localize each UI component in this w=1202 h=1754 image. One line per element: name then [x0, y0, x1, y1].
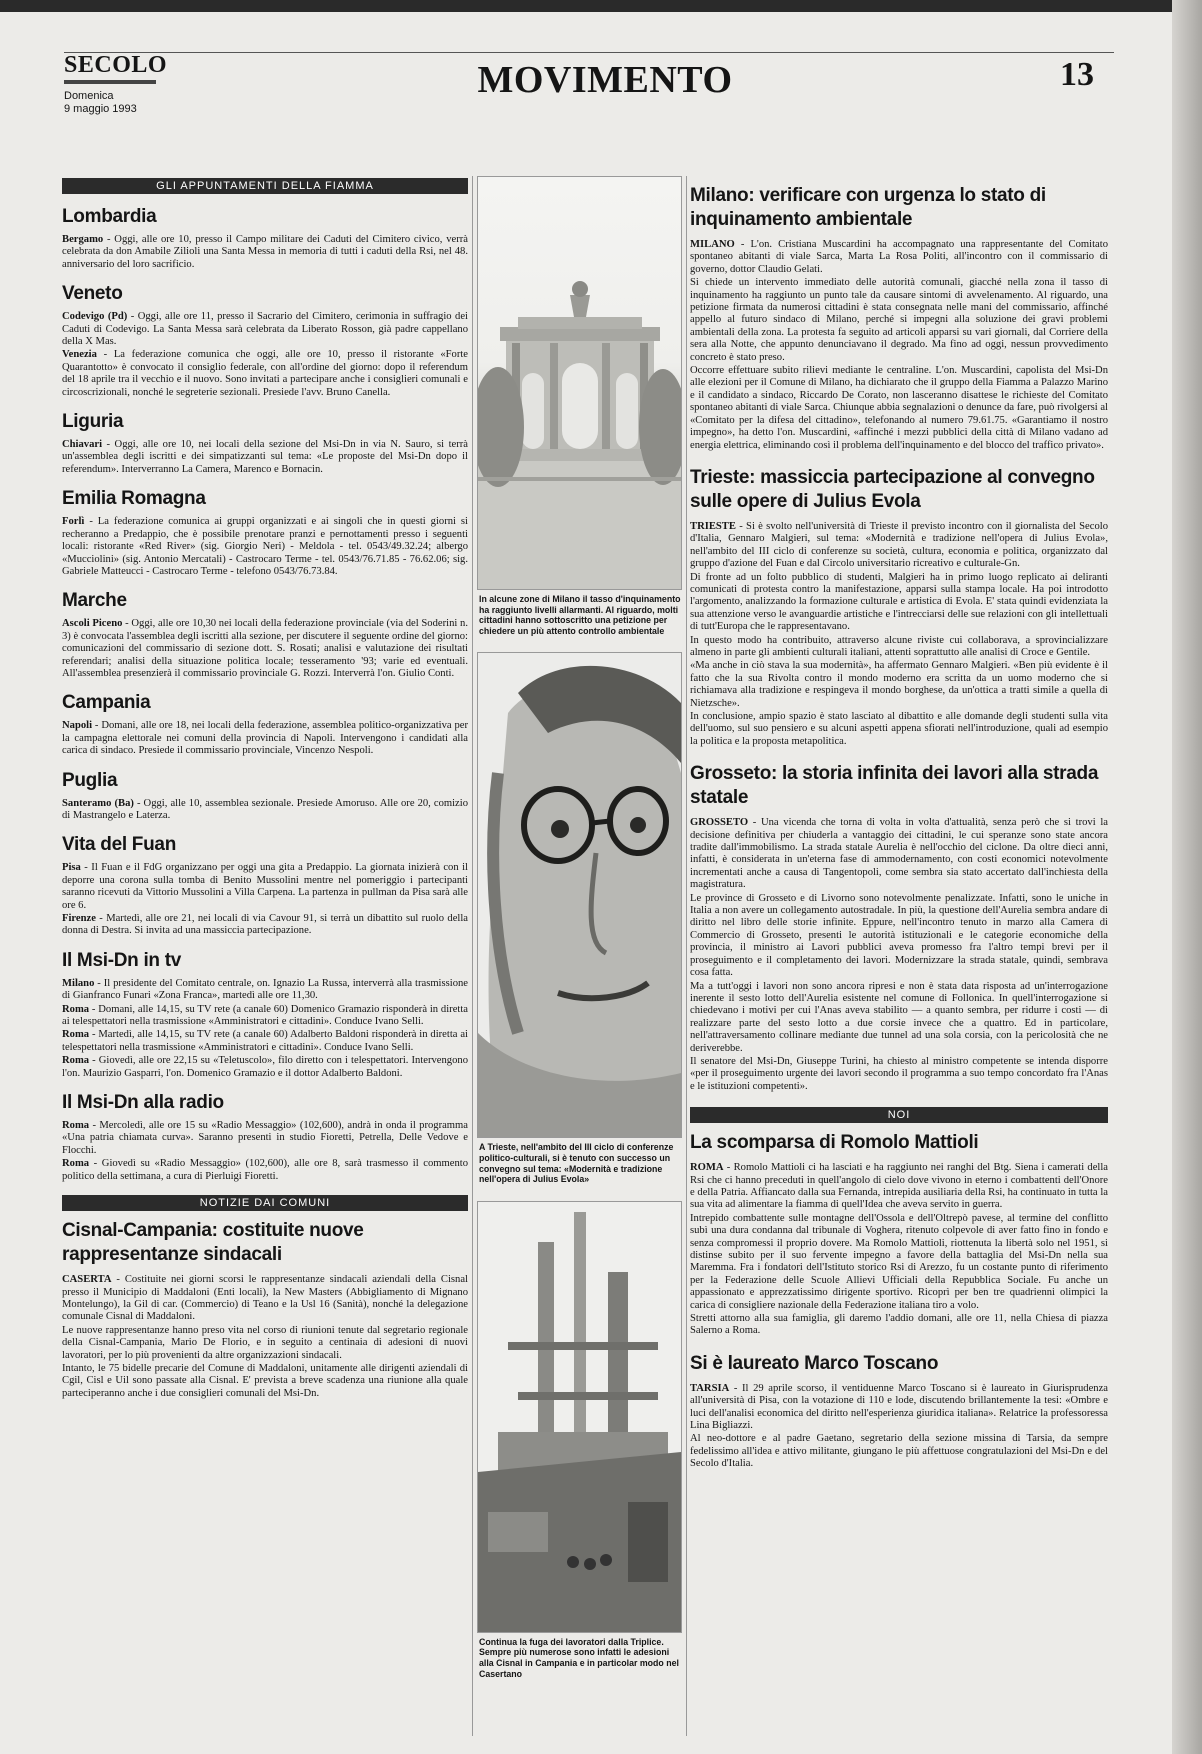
- regions-list: [62, 206, 468, 1183]
- paragraph-lead: TARSIA: [690, 1382, 730, 1394]
- paragraph-text: Occorre effettuare subito rilievi mediante le centraline. L'on. Muscardini, capolista del Msi-Dn alle elezioni per il Comune di Milano, ha dichiarato che il gruppo della Fiamma a Palazzo Marino e il candidato a sindaco, Riccardo De Corato, non lasceranno disattese le richieste del Comitato spontaneo abitanti di viale Sarca. Chiunque abbia segnalazioni o denunce da fare, può rivolgersi al «Comitato per la difesa del cittadino», telefonando al numero 79.61.75. «Garantiamo il nostro impegno», ha detto l'on. Muscardini, «affinché i mezzi pubblici della città di Milano vadano ad energia elettrica, eliminando così il problema dell'inquinamento e del blocco del traffico privato».: [690, 365, 1108, 451]
- appointment-entry: [62, 234, 468, 271]
- paragraph-lead: Roma: [62, 1055, 90, 1067]
- issue-day: Domenica: [64, 90, 114, 102]
- paragraph-lead: Forlì: [62, 516, 85, 528]
- article-paragraph: [690, 1213, 1108, 1312]
- article-paragraph: [690, 660, 1108, 710]
- paragraph-lead: Firenze: [62, 913, 96, 924]
- appointment-entry: [62, 1120, 468, 1157]
- article-paragraph: [690, 521, 1108, 571]
- monument-illustration: [478, 177, 681, 589]
- article-body: [62, 1274, 468, 1400]
- appointment-entry: [62, 1055, 468, 1080]
- paragraph-lead: Milano: [62, 977, 95, 989]
- region-title: Il Msi-Dn in tv: [62, 949, 182, 971]
- region-title: Lombardia: [62, 206, 157, 227]
- article-paragraph: [690, 635, 1108, 660]
- column-articles: [690, 176, 1108, 1736]
- appointment-entry: [62, 1004, 468, 1029]
- region-block: [62, 411, 468, 476]
- appointment-entry: [62, 516, 468, 578]
- photo-caption: In alcune zone di Milano il tasso d'inquinamento ha raggiunto livelli allarmanti. Al riguardo, molti cittadini hanno sottoscritto una petizione per chiedere un più attento controllo ambientale: [479, 594, 681, 636]
- photo-industrial-plant: [477, 1201, 682, 1633]
- article: [690, 184, 1108, 452]
- paragraph-text: - Mercoledì, alle ore 15 su «Radio Messaggio» (102,600), andrà in onda il programma «Una patria chiamata curva». Saranno presenti in studio Fioretti, Petrella, Delle Vedove e Flocchi.: [62, 1120, 468, 1156]
- appointment-entry: [62, 618, 468, 680]
- paragraph-text: - Giovedì su «Radio Messaggio» (102,600), alle ore 8, sarà trasmesso il commento politico della settimana, a cura di Pierluigi Fioretti.: [62, 1158, 468, 1182]
- paragraph-text: - Il Fuan e il FdG organizzano per oggi una gita a Predappio. La giornata inizierà con il deporre una corona sulla tomba di Benito Mussolini mentre nel pomeriggio i partecipanti saranno ricevuti da Vittorio Mussolini a Villa Carpena. La partenza in pullman da Pisa sarà alle ore 6.: [62, 862, 468, 911]
- paragraph-text: - L'on. Cristiana Muscardini ha accompagnato una rappresentante del Comitato spontaneo abitanti di viale Sarca, Marta La Rosa Politi, all'incontro con il commissario di governo, dottor Claudio Gelati.: [690, 239, 1108, 275]
- paragraph-text: Stretti attorno alla sua famiglia, gli daremo l'addio domani, alle ore 11, nella Chiesa di piazza Salerno a Roma.: [690, 1313, 1108, 1337]
- paragraph-lead: Chiavari: [62, 439, 103, 451]
- page-edge-shadow: [1172, 0, 1202, 1754]
- article-paragraph: [690, 711, 1108, 748]
- region-block: [62, 488, 468, 578]
- paragraph-lead: GROSSETO: [690, 817, 749, 829]
- region-title: Emilia Romagna: [62, 488, 206, 510]
- paragraph-text: «Ma anche in ciò stava la sua modernità», ha affermato Gennaro Malgieri. «Ben più evidente è il fatto che la sua Rivolta contro il mondo moderno era scritta da un uomo moderno che si richiamava alla tradizione e respingeva il mondo borghese, da un'ottica a tratti simile a quella di Nietzsche».: [690, 660, 1108, 709]
- region-title: Veneto: [62, 283, 123, 305]
- masthead-underline: [64, 80, 156, 84]
- article-paragraph: [690, 1383, 1108, 1433]
- region-block: [62, 590, 468, 680]
- masthead-logo: SECOLO: [64, 52, 168, 78]
- appointment-entry: [62, 311, 468, 348]
- paragraph-text: - Romolo Mattioli ci ha lasciati e ha raggiunto nei ranghi del Btg. Siena i camerati della Rsi che ci hanno preceduti in quell'angolo di cielo dove vivono in eterno i combattenti dell'Onore e della Patria. Affiancato dalla sua Fernanda, intrepida ausiliaria della Rsi, ha continuato in tutta la sua vita ad alimentare la fiamma di quell'Idea che aveva servito in guerra.: [690, 1162, 1108, 1211]
- paragraph-text: In conclusione, ampio spazio è stato lasciato al dibattito e alle domande degli studenti sulla vita dell'uomo, sul suo pensiero e su alcuni aspetti appena sfiorati nell'introduzione, quali ad esempio la politica e la proposta metapolitica.: [690, 711, 1108, 747]
- appointment-entry: [62, 862, 468, 912]
- article-paragraph: [62, 1325, 468, 1362]
- article-headline: Grosseto: la storia infinita dei lavori alla strada statale: [690, 763, 1099, 809]
- article-headline: Milano: verificare con urgenza lo stato di inquinamento ambientale: [690, 185, 1046, 230]
- article-paragraph: [690, 277, 1108, 364]
- paragraph-text: - Si è svolto nell'università di Trieste il previsto incontro con il giornalista del Secolo d'Italia, Gennaro Malgieri, sul tema: «Modernità e tradizione nell'opera di Julius Evola», nell'ambito del III ciclo di conferenze su società, cultura, economia e politica, organizzato dal gruppo d'azione del Fuan e dal Circolo universitario ricreativo e culturale-Gn.: [690, 520, 1108, 570]
- article-cisnal: [62, 1219, 468, 1400]
- region-block: [62, 283, 468, 399]
- issue-date-text: 9 maggio 1993: [64, 103, 137, 115]
- region-block: [62, 834, 468, 937]
- article-paragraph: [690, 239, 1108, 276]
- paragraph-lead: Venezia: [62, 349, 97, 361]
- photo-milano-monument: [477, 176, 682, 590]
- region-title: Campania: [62, 692, 151, 714]
- paragraph-text: Le province di Grosseto e di Livorno sono notevolmente penalizzate. Infatti, sono le uniche in Italia a non avere un collegamento autostradale. In più, la questione dell'Aurelia sembra andare di diritto nel libro delle storie infinite. Eppure, nell'incontro tenuto in marzo alla Camera di Commercio di Grosseto, presenti le autorità istituzionali e le categorie economiche della provincia, il ministro ai Lavori pubblici aveva promesso fra l'altro tempi brevi per il proseguimento e il completamento dei lavori. Modernizzare la strada statale, quindi, sembrava cosa fatta.: [690, 892, 1108, 979]
- paragraph-lead: Roma: [62, 1029, 90, 1041]
- region-title: Liguria: [62, 411, 124, 433]
- paragraph-lead: Roma: [62, 1158, 90, 1170]
- paragraph-lead: Codevigo (Pd): [62, 311, 128, 323]
- article-paragraph: [62, 1274, 468, 1324]
- paragraph-lead: Ascoli Piceno: [62, 618, 123, 630]
- article: [690, 1131, 1108, 1338]
- section-bar: NOI: [690, 1107, 1108, 1123]
- paragraph-text: - La federazione comunica che oggi, alle ore 10, presso il ristorante «Forte Quarantotto» è convocato il consiglio federale, con all'ordine del giorno: dopo il referendum del 18 aprile tra il vecchio e il nuovo. Sono invitati a partecipare anche i consiglieri comunali e circoscrizionali, nonché le segreterie sezionali. Presiede l'avv. Bruno Canella.: [62, 349, 468, 398]
- paragraph-lead: Pisa: [62, 862, 81, 874]
- top-edge: [0, 0, 1202, 12]
- region-title: Puglia: [62, 769, 118, 791]
- paragraph-text: - Domani, alle 14,15, su TV rete (a canale 60) Domenico Gramazio risponderà in diretta ai telespettatori nella trasmissione «Amministratori e cittadini». Conduce Ivano Selli.: [62, 1003, 468, 1028]
- page-number: 13: [1060, 56, 1094, 93]
- issue-date: [64, 90, 137, 116]
- noi-list: [690, 1131, 1108, 1471]
- paragraph-lead: TRIESTE: [690, 520, 736, 532]
- article-paragraph: [690, 1433, 1108, 1470]
- paragraph-text: Al neo-dottore e al padre Gaetano, segretario della sezione missina di Tarsia, da sempre fedelissimo all'idea e attivo militante, giungano le più affettuose congratulazioni del Msi-Dn e del Secolo d'Italia.: [690, 1433, 1108, 1470]
- paragraph-text: Intanto, le 75 bidelle precarie del Comune di Maddaloni, unitamente alle dirigenti aziendali di Cgil, Cisl e Uil sono passate alla Cisnal. E' prevista a breve scadenza una riunione alla quale parteciperanno anche i due consiglieri comunali del Msi-Dn.: [62, 1362, 468, 1399]
- paragraph-text: - Costituite nei giorni scorsi le rappresentanze sindacali aziendali della Cisnal presso il Municipio di Maddaloni (Enti locali), la New Masters (Abbigliamento di Mignano Montelungo), la Gil di car. (Commercio) di Teano e la Usl 16 (Sanità), nonché la delegazione comunale Cisnal di Maddaloni.: [62, 1274, 468, 1323]
- paragraph-lead: ROMA: [690, 1162, 724, 1174]
- paragraph-lead: Roma: [62, 1120, 90, 1132]
- paragraph-lead: Roma: [62, 1003, 90, 1015]
- paragraph-text: - Giovedì, alle ore 22,15 su «Teletuscolo», filo diretto con i telespettatori. Intervengono l'on. Maurizio Gasparri, l'on. Domenico Gramazio e il dottor Adalberto Baldoni.: [62, 1055, 468, 1079]
- paragraph-text: - Martedì, alle 14,15, su TV rete (a canale 60) Adalberto Baldoni risponderà in diretta ai telespettatori nella trasmissione «Amministratori e cittadini». Conduce Ivano Selli.: [62, 1029, 468, 1053]
- appointment-entry: [62, 798, 468, 823]
- article: [690, 762, 1108, 1093]
- paragraph-text: Le nuove rappresentanze hanno preso vita nel corso di riunioni tenute dal segretario regionale della Cisnal-Campania, Mario De Florio, e in seguito a centinaia di adesioni di nuovi lavoratori, per lo più provenienti da altre organizzazioni sindacali.: [62, 1324, 468, 1361]
- article-paragraph: [690, 1056, 1108, 1093]
- paragraph-text: In questo modo ha contribuito, attraverso alcune riviste cui collaborava, a sprovincializzare almeno in parte gli ambienti culturali italiani, attenti soprattutto alle analisi di Croce e Gentile.: [690, 634, 1108, 658]
- article-paragraph: [690, 572, 1108, 634]
- region-block: [62, 1092, 468, 1183]
- column-photos: [477, 176, 682, 1736]
- article-paragraph: [690, 365, 1108, 452]
- photo-julius-evola: [477, 652, 682, 1138]
- articles-list: [690, 184, 1108, 1093]
- article-headline: Cisnal-Campania: costituite nuove rappresentanze sindacali: [62, 1220, 364, 1266]
- paragraph-lead: Napoli: [62, 720, 93, 732]
- article: [690, 466, 1108, 748]
- section-title: MOVIMENTO: [477, 59, 733, 101]
- paragraph-lead: Bergamo: [62, 234, 104, 245]
- article-headline: Trieste: massiccia partecipazione al convegno sulle opere di Julius Evola: [690, 466, 1095, 512]
- photo-caption: Continua la fuga dei lavoratori dalla Triplice. Sempre più numerose sono infatti le adesioni alla Cisnal in Campania e in particolar modo nel Casertano: [479, 1636, 679, 1679]
- section-bar: NOTIZIE DAI COMUNI: [62, 1195, 468, 1211]
- paragraph-text: - Oggi, alle ore 10,30 nei locali della federazione provinciale (via del Soderini n. 3) è convocata l'assemblea degli iscritti alla sezione, per discutere il seguente ordine del giorno: comunicazioni del commissario di sezione dott. S. Rosati; analisi e valutazione dei risultati referendari; analisi della situazione politica locale; tesseramento '93; varie ed eventuali. All'assemblea presenzierà il commissario provinciale G. Rozzi. Interverrà l'on. Giulio Conti.: [62, 618, 468, 679]
- paragraph-text: - Oggi, alle ore 10, nei locali della sezione del Msi-Dn in via N. Sauro, si terrà un'assemblea degli iscritti e dei simpatizzanti sul tema: «Le proposte del Msi-Dn dopo il referendum». Interverranno La Camera, Marenco e Bornacin.: [62, 439, 468, 475]
- paragraph-text: Intrepido combattente sulle montagne dell'Ossola e dell'Oltrepò pavese, al termine del conflitto subì una dura condanna dal tribunale di Voghera, ritenuto colpevole di aver fatto fino in fondo e senza compromessi il proprio dovere. Ma Romolo Mattioli, riottenuta la libertà solo nel 1951, si distinse subito per il suo fervente impegno a favore della battaglia del Msi-Dn nella sua Maremma. Fra i fondatori dell'Istituto storico Rsi di Arezzo, fu un costante punto di riferimento per la Federazione delle Scuole Allievi Ufficiali della Repubblica Sociale. Fu anche un appassionato e apprezzatissimo dirigente sportivo. Ricoprì per ben tre quadrienni olimpici la carica di consigliere nazionale della Federazione italiana tiro a volo.: [690, 1212, 1108, 1311]
- section-bar: GLI APPUNTAMENTI DELLA FIAMMA: [62, 178, 468, 194]
- paragraph-text: Si chiede un intervento immediato delle autorità comunali, giacché nella zona il tasso di inquinamento ha raggiunto un punto tale da causare sintomi di avvelenamento. Al riguardo, una petizione firmata da numerosi cittadini è stata consegnata nelle mani del commissario, affinché appello al futuro sindaco di Milano, perché si impegni alla soluzione dei gravi problemi ambientali della zona. La protesta fa seguito ad articoli apparsi su vari giornali, dal Corriere della sera alla Notte, che appunto denunciavano il degrado. Ma fino ad oggi, nessun provvedimento concreto è stato preso.: [690, 277, 1108, 363]
- region-title: Vita del Fuan: [62, 834, 176, 856]
- article-headline: Si è laureato Marco Toscano: [690, 1352, 939, 1374]
- paragraph-text: - Il 29 aprile scorso, il ventiduenne Marco Toscano si è laureato in Giurisprudenza all'università di Pisa, con la votazione di 110 e lode, discutendo brillantemente la tesi: «Ombre e luci dell'analisi economica del diritto nell'esperienza giuridica italiana». Relatrice la professoressa Lina Bigliazzi.: [690, 1382, 1108, 1432]
- article-paragraph: [62, 1363, 468, 1400]
- article-paragraph: [690, 981, 1108, 1055]
- article-headline: La scomparsa di Romolo Mattioli: [690, 1132, 979, 1154]
- article: [690, 1352, 1108, 1471]
- region-title: Marche: [62, 590, 127, 612]
- region-block: [62, 770, 468, 823]
- paragraph-text: - Una vicenda che torna di volta in volta d'attualità, senza però che si trovi la decisione definitiva per chiuderla a vantaggio dei cittadini, le cui speranze sono state ancora tradite dall'immobilismo. La strada statale Aurelia è nell'occhio del ciclone. Da oltre dieci anni, infatti, è considerata in un'eterna fase di ammodernamento, con costi economici notevolmente incrementati anche a causa di Tangentopoli, come sembra sia stato accertato dall'inchiesta della magistratura.: [690, 817, 1108, 891]
- article-paragraph: [690, 893, 1108, 980]
- plant-illustration: [478, 1202, 681, 1632]
- column-appuntamenti: [62, 176, 468, 1736]
- paragraph-text: - Oggi, alle ore 11, presso il Sacrario del Cimitero, cerimonia in suffragio dei Caduti di Codevigo. La Santa Messa sarà celebrata da Liberato Rosson, già padre cappellano della X Mas.: [62, 311, 468, 348]
- region-block: [62, 692, 468, 757]
- appointment-entry: [62, 913, 468, 938]
- region-title: Il Msi-Dn alla radio: [62, 1092, 224, 1114]
- column-rule: [472, 176, 473, 1736]
- paragraph-text: - Domani, alle ore 18, nei locali della federazione, assemblea politico-organizzativa per la campagna elettorale nei comuni della provincia di Napoli. Intervengono i candidati alla carica di sindaco. Presiede il commissario provinciale, Vincenzo Nespoli.: [62, 720, 468, 757]
- article-paragraph: [690, 1313, 1108, 1338]
- article-paragraph: [690, 1162, 1108, 1212]
- paragraph-text: - La federazione comunica ai gruppi organizzati e ai singoli che in questi giorni si recheranno a Predappio, che è possibile prenotare pranzi e pernottamenti presso i seguenti locali: ristorante «Red River» (sig. Giorgio Neri) - Meldola - tel. 0543/49.32.24; albergo «Mucciolini» (sig. Antonio Mercatali) - Castrocaro Terme - tel. 0543/76.71.85 - 76.62.06; sig. Gabriele Matteucci - Castrocaro Terme - telefono 0543/76.73.84.: [62, 516, 468, 577]
- header-rule: [64, 52, 1114, 53]
- paragraph-text: - Oggi, alle ore 10, presso il Campo militare dei Caduti del Cimitero civico, verrà celebrata da don Amabile Zilioli una Santa Messa in memoria di tutti i caduti della Rsi, nel 48. anniversario del loro sacrificio.: [62, 234, 468, 270]
- paragraph-text: - Martedì, alle ore 21, nei locali di via Cavour 91, si terrà un dibattito sul ruolo della donna di Destra. Si invita ad una massiccia partecipazione.: [62, 913, 468, 937]
- photo-caption: A Trieste, nell'ambito del III ciclo di conferenze politico-culturali, si è tenuto con successo un convegno sul tema: «Modernità e tradizione nell'opera di Julius Evola»: [479, 1142, 674, 1185]
- portrait-illustration: [478, 653, 681, 1137]
- appointment-entry: [62, 349, 468, 399]
- paragraph-lead: MILANO: [690, 239, 735, 250]
- appointment-entry: [62, 978, 468, 1003]
- column-rule: [686, 176, 687, 1736]
- appointment-entry: [62, 1029, 468, 1054]
- paragraph-text: - Oggi, alle 10, assemblea sezionale. Presiede Amoruso. Alle ore 20, comizio di Mastrangelo e Laterza.: [62, 797, 468, 821]
- region-block: [62, 206, 468, 271]
- paragraph-text: Il senatore del Msi-Dn, Giuseppe Turini, ha chiesto al ministro competente se intenda disporre «per il proseguimento urgente dei lavori secondo il programma a suo tempo concordato fra l'Anas e le istituzioni competenti».: [690, 1055, 1108, 1092]
- article-paragraph: [690, 817, 1108, 891]
- appointment-entry: [62, 1158, 468, 1183]
- paragraph-text: Di fronte ad un folto pubblico di studenti, Malgieri ha in primo luogo replicato ai deliranti comunicati di protesta contro la manifestazione, apparsi sulla stampa locale. Ha poi introdotto l'argomento, analizzando la formazione culturale e artistica di Evola. E' stata quindi evidenziata la sua attenzione verso le avanguardie artistiche e l'intrecciarsi delle sue relazioni con gli intellettuali di tutt'Europa che le rappresentavano.: [690, 571, 1108, 633]
- paragraph-text: - Il presidente del Comitato centrale, on. Ignazio La Russa, interverrà alla trasmissione di Gianfranco Funari «Zona Franca», martedì alle ore 11,30.: [62, 977, 468, 1002]
- paragraph-text: Ma a tutt'oggi i lavori non sono ancora ripresi e non è stata data risposta ad un'interrogazione inerente il sesto lotto dell'Aurelia esistente nel comune di Follonica. In quell'interrogazione si chiedevano i motivi per cui l'Anas aveva stabilito — a quanto sembra, per ridurre i costi — di realizzare parte del sesto lotto a due corsie invece che a quattro. Ed in particolare, nell'attraversamento collinare mediante due tunnel ad una sola corsia, con la pericolosità che ne deriverebbe.: [690, 980, 1108, 1054]
- paragraph-lead: CASERTA: [62, 1274, 112, 1286]
- paragraph-lead: Santeramo (Ba): [62, 797, 134, 809]
- region-block: [62, 950, 468, 1080]
- appointment-entry: [62, 439, 468, 476]
- appointment-entry: [62, 720, 468, 757]
